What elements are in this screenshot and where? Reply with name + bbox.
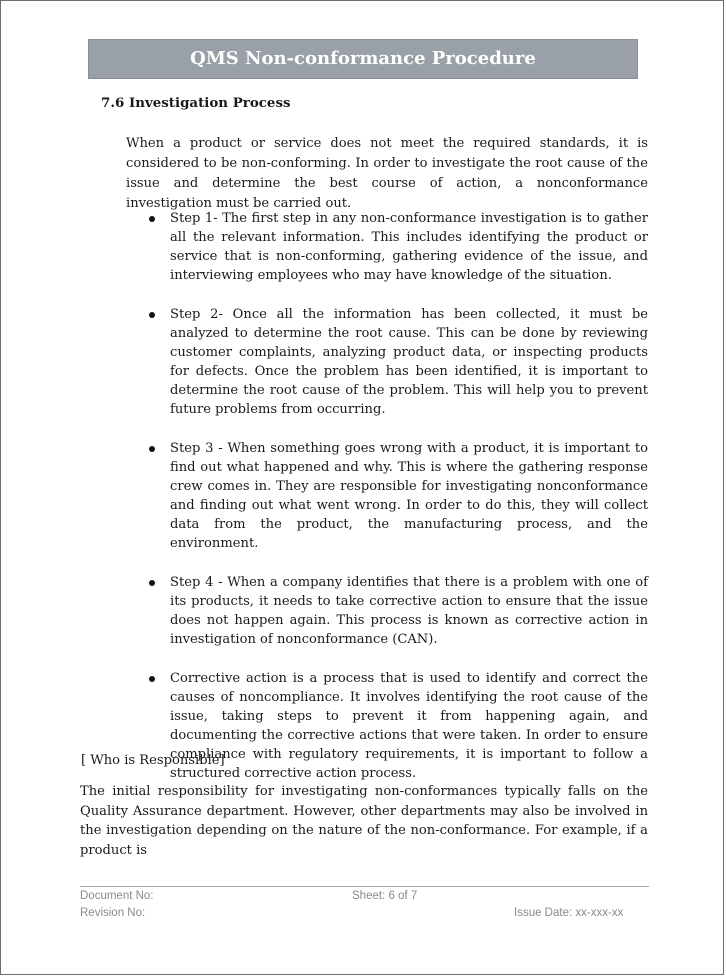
bullet-icon — [149, 312, 155, 318]
bullet-icon — [149, 446, 155, 452]
step-text: Step 4 - When a company identifies that there is a problem with one of its products, it needs to take corrective action to ensure that the issue does not happen again. This process is known as corrective action in investigation of nonconformance (CAN). — [170, 575, 648, 647]
footer-revision-no: Revision No: — [80, 907, 146, 919]
steps-list — [146, 209, 648, 803]
step-item — [146, 439, 648, 553]
bullet-icon — [149, 676, 155, 682]
step-text: Step 1- The first step in any non-conformance investigation is to gather all the relevant information. This includes identifying the product or service that is non-conforming, gathering evidence of the issue, and interviewing employees who may have knowledge of the situation. — [170, 211, 648, 283]
intro-paragraph: When a product or service does not meet the required standards, it is considered to be non-conforming. In order to investigate the root cause of the issue and determine the best course of action, a nonconformance investigation must be carried out. — [126, 136, 648, 211]
section-heading: 7.6 Investigation Process — [101, 95, 291, 111]
step-item — [146, 305, 648, 419]
footer-divider — [80, 886, 649, 887]
footer-issue-date: Issue Date: xx-xxx-xx — [514, 907, 624, 919]
step-item — [146, 573, 648, 649]
page-title: QMS Non-conformance Procedure — [88, 39, 638, 79]
responsible-paragraph: The initial responsibility for investigating non-conformances typically falls on the Quality Assurance department. However, other departments may also be involved in the investigation depending on the nature of the non-conformance. For example, if a product is — [80, 784, 648, 858]
step-item — [146, 209, 648, 285]
footer-sheet: Sheet: 6 of 7 — [352, 890, 418, 902]
bullet-icon — [149, 580, 155, 586]
step-text: Step 2- Once all the information has been collected, it must be analyzed to determine the root cause. This can be done by reviewing customer complaints, analyzing product data, or inspecting products for defects. Once the problem has been identified, it is important to determine the root cause of the problem. This will help you to prevent future problems from occurring. — [170, 307, 648, 417]
responsible-label: [ Who is Responsible] — [81, 753, 225, 768]
bullet-icon — [149, 216, 155, 222]
step-text: Step 3 - When something goes wrong with a product, it is important to find out what happened and why. This is where the gathering response crew comes in. They are responsible for investigating nonconformance and finding out what went wrong. In order to do this, they will collect data from the product, the manufacturing process, and the environment. — [170, 441, 648, 551]
footer-document-no: Document No: — [80, 890, 154, 902]
step-text: Corrective action is a process that is used to identify and correct the causes of noncompliance. It involves identifying the root cause of the issue, taking steps to prevent it from happening again, and documenting the corrective actions that were taken. In order to ensure compliance with regulatory requirements, it is important to follow a structured corrective action process. — [170, 671, 648, 781]
